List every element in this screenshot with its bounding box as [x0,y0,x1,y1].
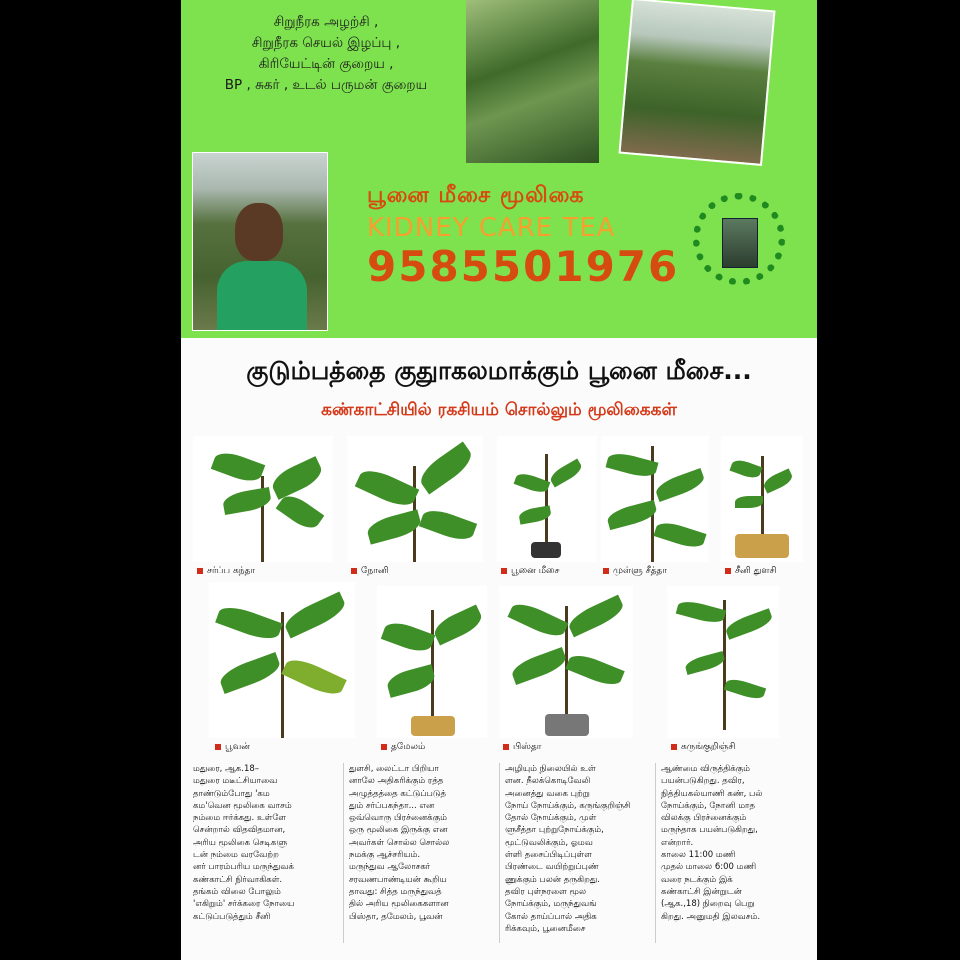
article-line: காலை 11:00 மணி [661,850,736,861]
article-line: தில் அரிய மூலிகைகளான [349,899,449,910]
article-line: அழுத்தத்தை கட்டுப்படுத் [349,788,446,799]
article-line: தாவது: சித்த மருந்துவத் [349,886,442,897]
article-line: மருந்தாக பயன்படுகிறது, [661,825,758,836]
plant-caption: பூவன் [215,742,250,753]
condition-line: சிறுநீரக செயல் இழப்பு , [251,35,401,51]
ad-banner [181,0,817,338]
article-line: ளன. நீலக்கொடிவேலி [505,776,591,787]
article-line: தாண்டும்போது 'கம [193,788,270,799]
brand-tamil-title: பூனை மீசை மூலிகை [367,183,585,208]
article-column-1 [193,763,337,923]
column-divider [499,763,500,943]
plant-caption: நோனி [351,566,389,577]
article-line: என்றார். [661,837,694,848]
plant-photo [193,436,333,562]
plant-caption: சர்ப்ப கந்தா [197,566,255,577]
condition-line: கிரியேட்டின் குறைய , [258,56,394,72]
article-line: டன் நம்மை வரவேற்ற [193,850,279,861]
column-divider [343,763,344,943]
plant-caption: கருங்குறிஞ்சி [671,742,735,753]
article-headline: குடும்பத்தை குதுாகலமாக்கும் பூனை மீசை... [246,356,752,385]
article-line: சென்றால் விதவிதமான, [193,825,286,836]
article-body [193,763,805,953]
plant-photo [209,582,355,738]
article-line: நோய்க்கும், மருந்துவங் [505,899,597,910]
article-line: கிறது. அனுமதி இலவசம். [661,911,761,922]
phone-number[interactable]: 9585501976 [367,242,680,291]
article-line: பிஸ்தா, தமேலம், பூவன் [349,911,443,922]
plant-photo [347,436,483,562]
plant-photo [377,586,487,738]
article-line: அவர்கள் சொல்ல சொல்ல [349,837,450,848]
article-line: ஒவ்வொரு பிரச்னைக்கும் [349,813,447,824]
article-line: தோல் நோய்க்கும், முள் [505,813,597,824]
article-column-2 [349,763,493,923]
article-line: கண்காட்சி இன்றுடன் [661,886,742,897]
condition-line: BP , சுகர் , உடல் பருமன் குறைய [224,77,428,93]
article-line: முதல் மாலை 6:00 மணி [661,862,757,873]
article-line: மதுரை, ஆக.18– [193,764,260,774]
article-line: அனைத்து வகை புற்று [505,788,590,799]
article-line: தங்கம் விலை போலும் [193,886,281,897]
article-line: ணுக்கும் பலன் தருகிறது. [505,874,600,885]
plant-caption: முள்ளு சீத்தா [603,566,667,577]
plant-photo [601,436,709,562]
article-line: னாலே அதிகரிக்கும் ரத்த [349,776,444,787]
column-divider [655,763,656,943]
person-head [235,203,283,261]
farmer-photo [192,152,328,331]
article-line: ரிக்கவும், பூனைமீசை [505,923,586,934]
article-line: (ஆக.,18) நிறைவு பெறு [661,899,755,910]
article-line: அழியும் நிலையில் உள் [505,764,596,774]
plant-caption: தமேலம் [381,742,425,753]
conditions-list [181,12,471,96]
article-line: 'எகிறும்' சர்க்கரை நோயை [193,899,295,910]
person-shirt [217,261,307,331]
article-line: தவிர புள்நரளை மூல [505,886,587,897]
article-line: பிரண்டை வயிற்றுப்புண் [505,862,599,873]
article-line: சரவணபாண்டியன் கூறிய [349,874,447,885]
newspaper-clipping [181,338,817,960]
article-line: நமக்கு ஆச்சரியம். [349,850,421,861]
article-line: மூட்டுவலிக்கும், ஓமவ [505,837,593,848]
plant-caption: பூனை மீசை [501,566,560,577]
herb-closeup-photo [466,0,599,163]
article-line: பயன்படுகிறது. தவிர, [661,776,745,787]
article-line: விலக்கு பிரச்னைக்கும் [661,813,747,824]
poster [181,0,817,960]
plant-caption: சீனி துளசி [725,566,777,577]
article-line: நம்மை ஈர்க்கது. உள்ளே [193,813,287,824]
brand-english-title: KIDNEY CARE TEA [367,213,616,243]
plant-photo [497,436,597,562]
article-line: நித்தியகல்யாணி கண், பல் [661,788,763,799]
article-subhead: கண்காட்சியில் ரகசியம் சொல்லும் மூலிகைகள் [321,400,677,420]
article-line: கட்டுப்படுத்தும் சீனி [193,911,271,922]
article-column-3 [505,763,649,935]
article-column-4 [661,763,805,923]
laurel-badge-icon [693,193,785,285]
article-line: வரை நடக்கும் இக் [661,874,733,885]
article-line: னர் பாரம்பரிய மருந்துவக் [193,862,294,873]
plant-photo [499,586,633,738]
product-pack-icon [722,218,758,268]
article-line: அரிய மூலிகை செடிகளு [193,837,288,848]
article-line: மதுரை மடீட்சியாவை [193,776,278,787]
article-line: நோய்க்கும், நோனி மாத [661,800,756,811]
article-line: ளுசீத்தா புற்றுநோய்க்கும், [505,825,604,836]
article-line: மருந்துவ ஆலோசகர் [349,862,431,873]
article-line: கோல் தாய்ப்பால் அதிக [505,911,597,922]
condition-line: சிறுநீரக அழற்சி , [273,14,379,30]
article-line: நோய் நோய்க்கும், கருங்குறிஞ்சி [505,800,631,811]
article-line: கம'வென மூலிகை வாசம் [193,800,292,811]
plant-caption: பிஸ்தா [503,742,541,753]
plant-photo [721,436,803,562]
article-line: தும் சர்ப்பகந்தா... என [349,800,435,811]
article-line: ஆண்மை விருத்திக்கும் [661,764,750,774]
article-line: ஒரு மூலிகை இருக்கு என [349,825,448,836]
plant-photo [667,586,779,738]
article-line: ள்ளி தசைப்பிடிப்புள்ள [505,850,592,861]
article-line: துளசி, லைட்டா பிறியா [349,764,439,774]
herb-field-photo [618,0,775,166]
article-line: கண்காட்சி நிர்வாகிகள். [193,874,283,885]
